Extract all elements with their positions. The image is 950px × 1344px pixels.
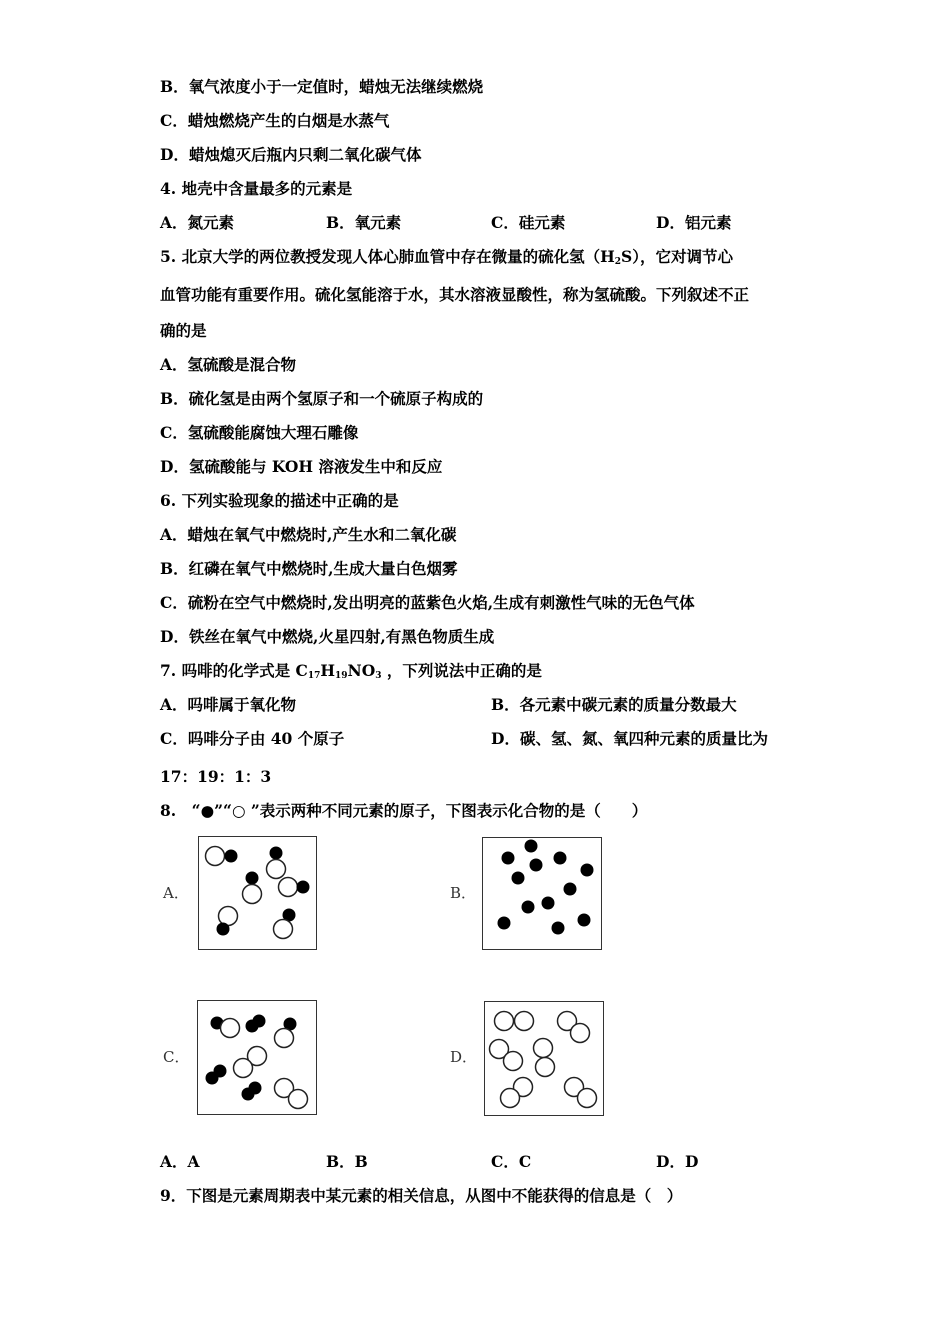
filled-atom-icon <box>498 917 511 930</box>
open-atom-icon <box>221 1019 240 1038</box>
q6-option-d: D．铁丝在氧气中燃烧,火星四射,有黑色物质生成 <box>160 627 495 646</box>
filled-atom-icon <box>253 1015 266 1028</box>
open-atom-icon <box>279 878 298 897</box>
q7-option-c: C．吗啡分子由 40 个原子 <box>160 729 345 748</box>
open-atom-icon <box>267 860 286 879</box>
q5-text: S），它对调节心 <box>621 247 733 266</box>
filled-atom-icon <box>564 883 577 896</box>
filled-atom-icon <box>246 872 259 885</box>
filled-atom-icon <box>578 914 591 927</box>
filled-atom-icon <box>297 881 310 894</box>
subscript: 17 <box>307 671 321 681</box>
open-atom-icon <box>234 1059 253 1078</box>
q5-stem-line2: 血管功能有重要作用。硫化氢能溶于水，其水溶液显酸性，称为氢硫酸。下列叙述不正 <box>160 285 750 304</box>
q7-text: ，下列说法中正确的是 <box>381 661 542 680</box>
q5-stem-line1 <box>160 247 733 272</box>
atom-diagram <box>485 1002 603 1115</box>
q4-option-a: A．氮元素 <box>160 213 235 232</box>
open-atom-icon <box>243 885 262 904</box>
open-atom-icon <box>504 1052 523 1071</box>
q7-text: H <box>320 661 335 680</box>
filled-atom-icon <box>512 872 525 885</box>
atom-diagram <box>483 838 601 951</box>
q4-option-d: D．铝元素 <box>656 213 732 232</box>
q8-option-c: C．C <box>491 1152 532 1171</box>
figure-a <box>198 836 317 950</box>
q7-stem <box>160 661 542 686</box>
q5-text: 5. 北京大学的两位教授发现人体心肺血管中存在微量的硫化氢（H <box>160 247 615 266</box>
filled-atom-icon <box>530 859 543 872</box>
q6-option-c: C．硫粉在空气中燃烧时,发出明亮的蓝紫色火焰,生成有刺激性气味的无色气体 <box>160 593 695 612</box>
q9-stem: 9．下图是元素周期表中某元素的相关信息，从图中不能获得的信息是（ ） <box>160 1186 683 1205</box>
filled-atom-icon <box>217 923 230 936</box>
filled-atom-icon <box>502 852 515 865</box>
q8-option-b: B．B <box>326 1152 368 1171</box>
figure-c <box>197 1000 317 1115</box>
q5-option-d: D．氢硫酸能与 KOH 溶液发生中和反应 <box>160 457 443 476</box>
q7-text: NO <box>347 661 376 680</box>
q3-option-d: D．蜡烛熄灭后瓶内只剩二氧化碳气体 <box>160 145 422 164</box>
open-atom-icon <box>206 847 225 866</box>
filled-atom-icon <box>542 897 555 910</box>
filled-atom-icon <box>242 1088 255 1101</box>
q4-option-c: C．硅元素 <box>491 213 566 232</box>
q4-stem: 4. 地壳中含量最多的元素是 <box>160 179 353 198</box>
open-atom-icon <box>219 907 238 926</box>
figure-b <box>482 837 602 950</box>
q8-option-d: D．D <box>656 1152 699 1171</box>
filled-atom-icon <box>225 850 238 863</box>
q7-option-b: B．各元素中碳元素的质量分数最大 <box>491 695 737 714</box>
q8-option-a: A．A <box>160 1152 200 1171</box>
q6-stem: 6. 下列实验现象的描述中正确的是 <box>160 491 399 510</box>
q7-text: 7. 吗啡的化学式是 C <box>160 661 308 680</box>
figure-label-d: D． <box>450 1048 478 1066</box>
q5-option-a: A．氢硫酸是混合物 <box>160 355 297 374</box>
subscript: 3 <box>375 671 382 681</box>
q6-option-a: A．蜡烛在氧气中燃烧时,产生水和二氧化碳 <box>160 525 457 544</box>
q7-option-a: A．吗啡属于氧化物 <box>160 695 297 714</box>
open-atom-icon <box>534 1039 553 1058</box>
subscript: 19 <box>335 671 348 681</box>
filled-atom-icon <box>552 922 565 935</box>
q5-stem-line3: 确的是 <box>160 321 207 340</box>
q7-option-d-continued: 17：19：1：3 <box>160 767 272 786</box>
open-atom-icon <box>289 1090 308 1109</box>
subscript: 2 <box>614 257 621 267</box>
figure-label-c: C． <box>163 1048 190 1066</box>
figure-label-a: A． <box>163 884 189 902</box>
open-atom-icon <box>515 1012 534 1031</box>
q4-option-b: B．氧元素 <box>326 213 402 232</box>
atom-diagram <box>199 837 317 950</box>
open-atom-icon <box>274 920 293 939</box>
figure-label-b: B． <box>450 884 477 902</box>
q3-option-c: C．蜡烛燃烧产生的白烟是水蒸气 <box>160 111 390 130</box>
filled-atom-icon <box>270 847 283 860</box>
q6-option-b: B．红磷在氧气中燃烧时,生成大量白色烟雾 <box>160 559 458 578</box>
filled-atom-icon <box>554 852 567 865</box>
filled-atom-icon <box>581 864 594 877</box>
open-atom-icon <box>571 1024 590 1043</box>
filled-atom-icon <box>522 901 535 914</box>
q5-option-c: C．氢硫酸能腐蚀大理石雕像 <box>160 423 359 442</box>
open-atom-icon <box>536 1058 555 1077</box>
filled-atom-icon <box>206 1072 219 1085</box>
open-atom-icon <box>578 1089 597 1108</box>
atom-diagram <box>198 1001 316 1114</box>
q8-stem: 8. “●”“○ ”表示两种不同元素的原子，下图表示化合物的是（ ） <box>160 801 648 820</box>
figure-d <box>484 1001 604 1116</box>
q3-option-b: B．氧气浓度小于一定值时，蜡烛无法继续燃烧 <box>160 77 484 96</box>
open-atom-icon <box>501 1089 520 1108</box>
open-atom-icon <box>275 1029 294 1048</box>
open-atom-icon <box>495 1012 514 1031</box>
filled-atom-icon <box>525 840 538 853</box>
q5-option-b: B．硫化氢是由两个氢原子和一个硫原子构成的 <box>160 389 484 408</box>
q7-option-d: D．碳、氢、氮、氧四种元素的质量比为 <box>491 729 768 748</box>
